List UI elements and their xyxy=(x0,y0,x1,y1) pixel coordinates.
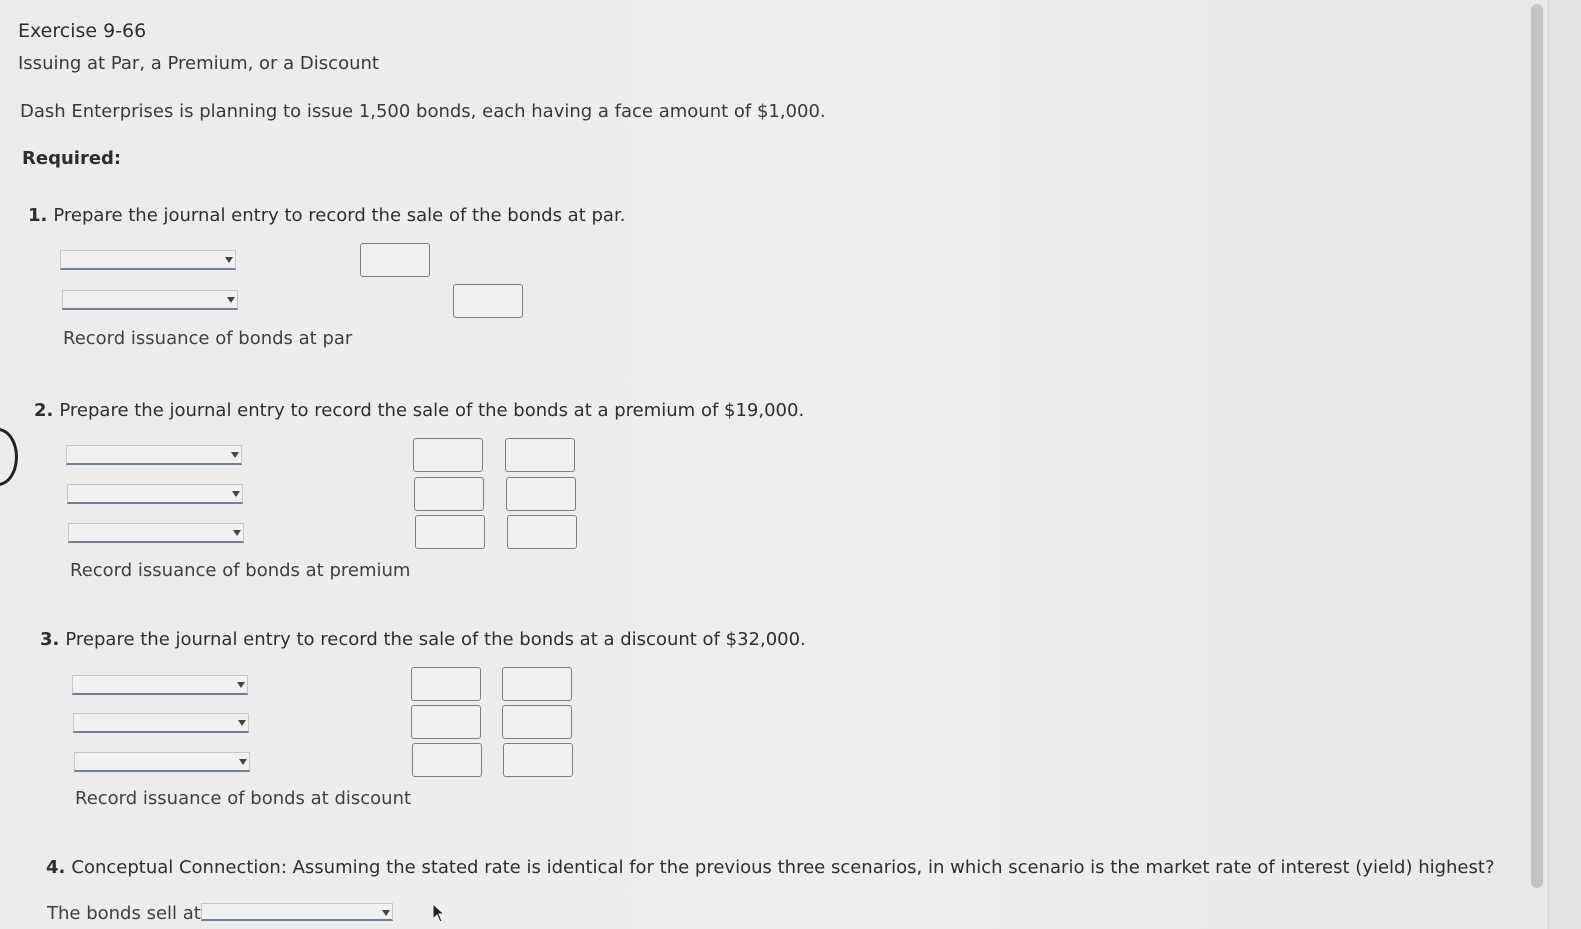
q3-debit-input-2[interactable] xyxy=(411,705,481,739)
q3-account-dropdown-1[interactable] xyxy=(72,675,248,695)
question-4-text: Conceptual Connection: Assuming the stated rate is identical for the previous three scenarios, in which scenario is the market rate of interest (yield) highest? xyxy=(71,857,1495,878)
q3-debit-input-1[interactable] xyxy=(411,667,481,701)
question-2-number: 2. xyxy=(34,400,54,421)
scrollbar-track[interactable] xyxy=(1548,0,1581,929)
q1-caption: Record issuance of bonds at par xyxy=(63,328,353,349)
q1-debit-input-1[interactable] xyxy=(360,243,430,277)
left-edge-ring xyxy=(0,428,18,486)
q3-caption: Record issuance of bonds at discount xyxy=(75,788,412,809)
chevron-down-icon xyxy=(233,530,241,536)
question-3 xyxy=(40,629,806,650)
scrollbar-thumb[interactable] xyxy=(1531,4,1543,888)
chevron-down-icon xyxy=(238,720,246,726)
q2-credit-input-1[interactable] xyxy=(505,438,575,472)
chevron-down-icon xyxy=(227,297,235,303)
q3-credit-input-1[interactable] xyxy=(502,667,572,701)
question-2 xyxy=(34,400,804,421)
question-4-number: 4. xyxy=(46,857,66,878)
question-2-text: Prepare the journal entry to record the sale of the bonds at a premium of $19,000. xyxy=(59,400,805,421)
chevron-down-icon xyxy=(237,682,245,688)
chevron-down-icon xyxy=(225,257,233,263)
required-label: Required: xyxy=(22,148,122,169)
q2-caption: Record issuance of bonds at premium xyxy=(70,560,411,581)
chevron-down-icon xyxy=(232,491,240,497)
exercise-intro: Dash Enterprises is planning to issue 1,500 bonds, each having a face amount of $1,000. xyxy=(20,101,826,122)
q4-answer-prefix: The bonds sell at xyxy=(47,903,201,924)
q3-credit-input-3[interactable] xyxy=(503,743,573,777)
q2-account-dropdown-2[interactable] xyxy=(67,484,243,504)
exercise-subtitle: Issuing at Par, a Premium, or a Discount xyxy=(18,53,379,74)
q2-credit-input-2[interactable] xyxy=(506,477,576,511)
chevron-down-icon xyxy=(231,452,239,458)
q2-debit-input-3[interactable] xyxy=(415,515,485,549)
q3-account-dropdown-2[interactable] xyxy=(73,713,249,733)
q3-debit-input-3[interactable] xyxy=(412,743,482,777)
q2-account-dropdown-1[interactable] xyxy=(66,445,242,465)
chevron-down-icon xyxy=(382,910,390,916)
question-4 xyxy=(46,857,1495,878)
exercise-title: Exercise 9-66 xyxy=(18,20,147,42)
chevron-down-icon xyxy=(239,759,247,765)
question-1-text: Prepare the journal entry to record the sale of the bonds at par. xyxy=(53,205,626,226)
q2-debit-input-2[interactable] xyxy=(414,477,484,511)
question-1 xyxy=(28,205,625,226)
q1-account-dropdown-2[interactable] xyxy=(62,290,238,310)
question-1-number: 1. xyxy=(28,205,48,226)
mouse-pointer-icon xyxy=(432,903,446,923)
q2-credit-input-3[interactable] xyxy=(507,515,577,549)
q1-credit-input-2[interactable] xyxy=(453,284,523,318)
q2-debit-input-1[interactable] xyxy=(413,438,483,472)
q4-answer-dropdown[interactable] xyxy=(201,903,393,921)
q3-account-dropdown-3[interactable] xyxy=(74,752,250,772)
question-3-number: 3. xyxy=(40,629,60,650)
q3-credit-input-2[interactable] xyxy=(502,705,572,739)
q2-account-dropdown-3[interactable] xyxy=(68,523,244,543)
q1-account-dropdown-1[interactable] xyxy=(60,250,236,270)
question-3-text: Prepare the journal entry to record the sale of the bonds at a discount of $32,000. xyxy=(65,629,806,650)
